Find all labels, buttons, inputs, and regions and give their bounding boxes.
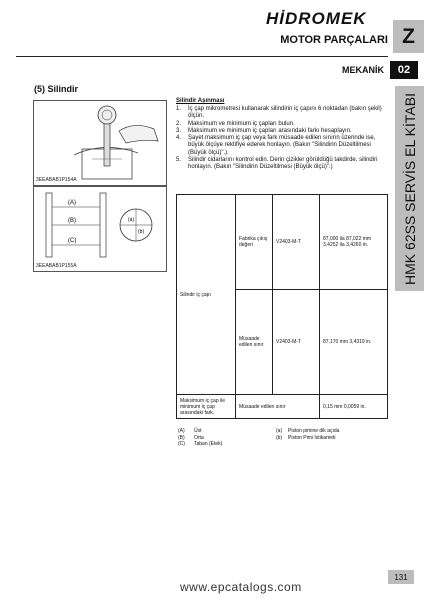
- table-row: [177, 195, 388, 290]
- legend-item: (a) Piston pimine dik açıda: [276, 428, 340, 434]
- legend-item: (b) Piston Pimi İstikameti: [276, 434, 336, 441]
- legend-item: (C) Taban (Etek): [178, 441, 223, 447]
- measuring-points-diagram: [34, 187, 166, 271]
- cell-diff-label: Maksimum iç çap ile minimum iç çap arasındaki fark.: [177, 395, 236, 419]
- chapter-letter-tab: [393, 20, 424, 53]
- cell-value: 87,000 ila 87,022 mm 3,4252 ila 3,4260 in.: [320, 195, 388, 290]
- label-b: (b): [138, 229, 145, 235]
- cell-diff-cond: Müsaade edilen sınır: [236, 395, 320, 419]
- cell-value: 87,170 mm 3,4319 in.: [320, 290, 388, 395]
- legend-item: (A) Üst: [178, 428, 202, 434]
- step-item: 1. İç çap mikrometresi kullanarak silindirin iç çapını 6 noktadan (bakın şekil) ölçün.: [176, 106, 382, 120]
- label-C: (C): [68, 238, 77, 244]
- chapter-letter: Z: [402, 24, 415, 48]
- cell-cond: Fabrika çıkış değeri: [236, 195, 273, 290]
- figure-bore-gauge: [33, 100, 167, 186]
- label-a: (a): [128, 217, 135, 223]
- subsection-number: 02: [390, 61, 418, 79]
- cell-model: V2403-M-T: [273, 195, 320, 290]
- subheading: Silindir Aşınması: [176, 98, 225, 104]
- brand-logo: HİDROMEK: [266, 9, 367, 28]
- subsection-title: MEKANİK: [342, 65, 384, 75]
- step-item: 4. Şayet maksimum iç çap veya fark müsaade edilen sınırın üzerinde ise, büyük ölçüye rektifiye ederek honlayın. (Bakın "Silindirin Düzeltilmesi (Büyük ölçü)".).: [176, 135, 376, 156]
- cell-cond: Müsaade edilen sınır: [236, 290, 273, 395]
- figure2-caption: 3EEABAB1P155A: [36, 263, 77, 269]
- figure1-caption: 3EEABAB1P154A: [36, 177, 77, 183]
- sidebar-tab: [395, 86, 424, 291]
- sidebar-text: HMK 62SS SERVİS EL KİTABI: [401, 92, 418, 285]
- step-item: 5. Silindir cidarlarını kontrol edin. Derin çizikler görüldüğü takdirde, silindiri honlayın. (Bakın "Silindirin Düzeltilmesi (Büyük ölçü)".): [176, 157, 378, 171]
- legend-right: [276, 428, 386, 441]
- page-heading: (5) Silindir: [34, 84, 79, 94]
- page-number: 131: [388, 570, 414, 584]
- header-rule: [16, 56, 388, 57]
- section-title: MOTOR PARÇALARI: [280, 34, 388, 46]
- figure-measuring-points: [33, 186, 167, 272]
- cell-diff-value: 0,15 mm 0,0059 in.: [320, 395, 388, 419]
- spec-table: [176, 194, 388, 419]
- step-item: 2. Maksimum ve minimum iç çapları bulun.: [176, 120, 295, 127]
- footer-url: www.epcatalogs.com: [180, 580, 302, 594]
- cell-model: V2403-M-T: [273, 290, 320, 395]
- label-A: (A): [68, 200, 76, 206]
- table-row: [177, 395, 388, 419]
- bore-gauge-illustration: [34, 101, 166, 185]
- steps-list: [176, 106, 386, 172]
- step-item: 3. Maksimum ve minimum iç çapları arasındaki farkı hesaplayın.: [176, 127, 352, 134]
- label-B: (B): [68, 218, 76, 224]
- legend-item: (B) Orta: [178, 434, 204, 441]
- legend-left: [178, 428, 268, 448]
- cell-row-label: Silindir iç çapı: [177, 195, 236, 395]
